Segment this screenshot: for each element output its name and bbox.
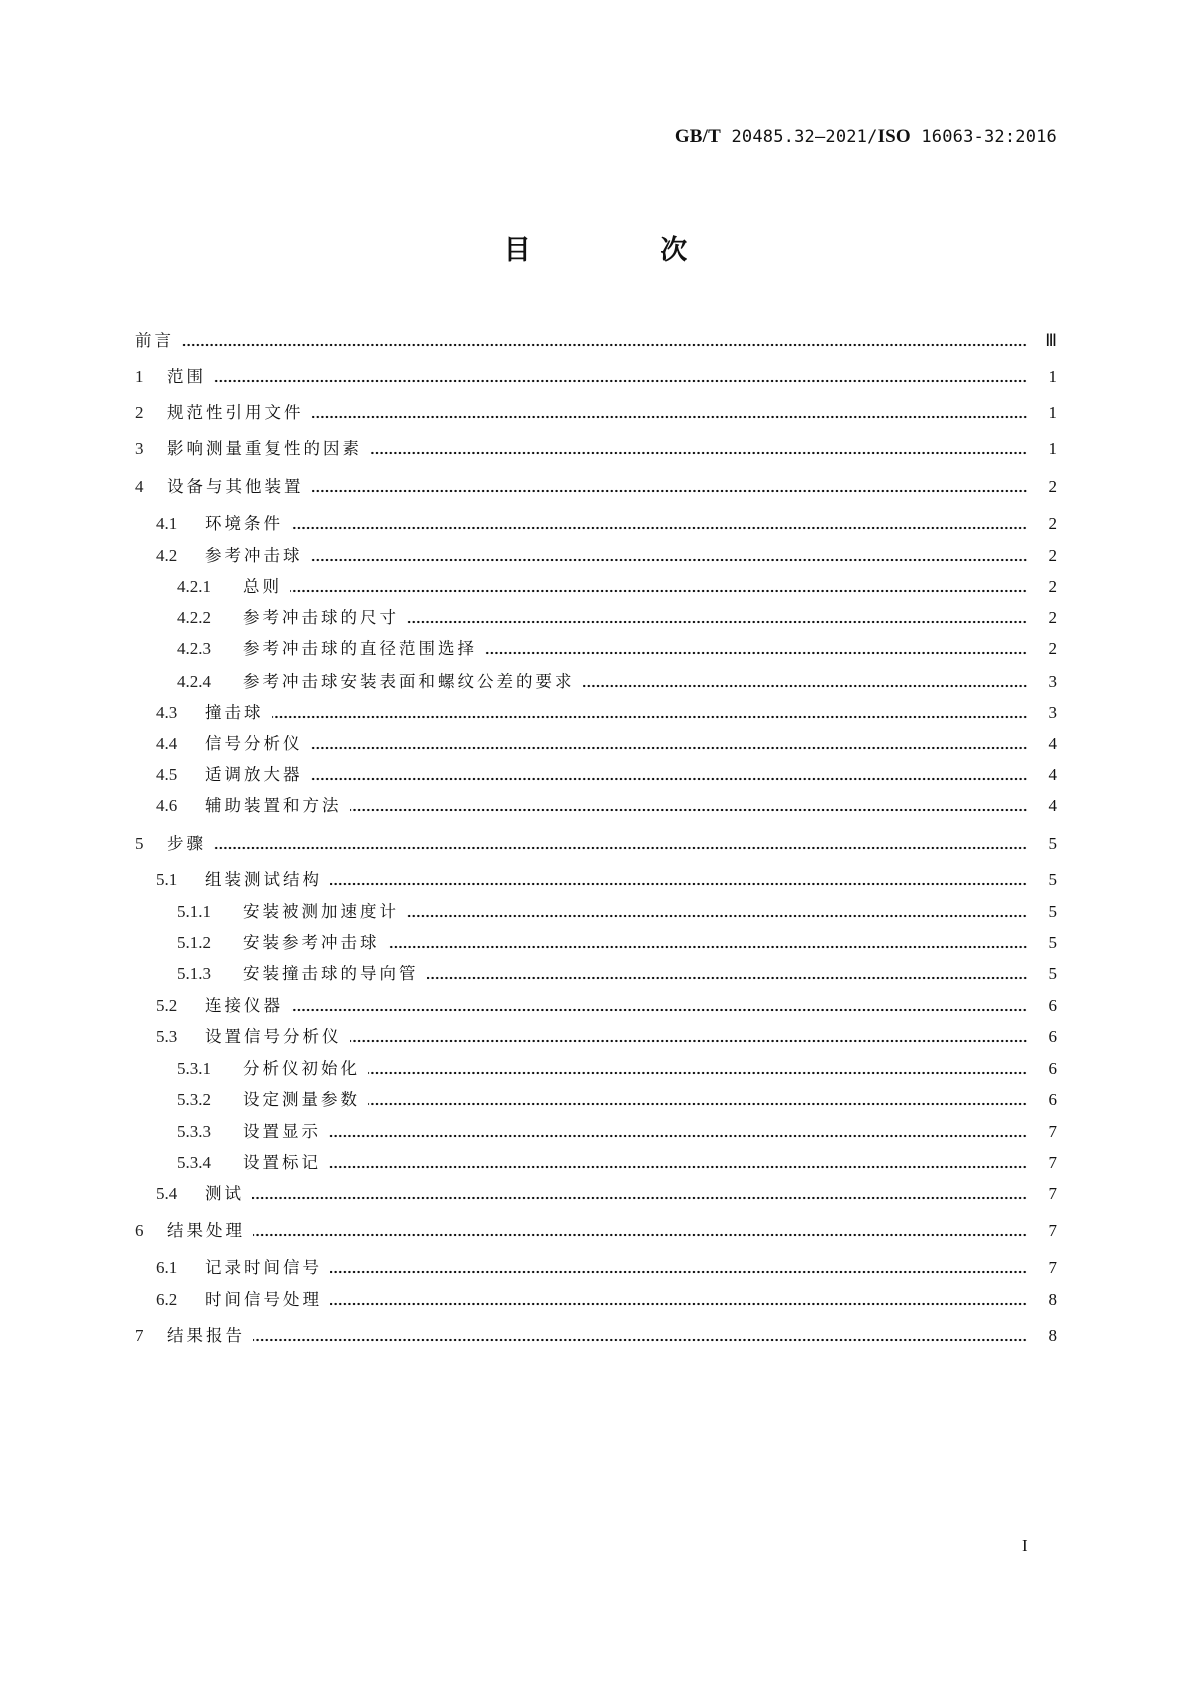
dot-leader bbox=[290, 589, 1027, 593]
toc-entry[interactable] bbox=[177, 900, 1057, 924]
toc-entry[interactable] bbox=[135, 832, 1057, 856]
toc-entry-page: 7 bbox=[1048, 1153, 1057, 1172]
dot-leader bbox=[330, 882, 1027, 886]
toc-entry-page: 6 bbox=[1048, 1059, 1057, 1078]
toc-entry-title: 适调放大器 bbox=[205, 765, 303, 784]
toc-entry-number: 3 bbox=[135, 439, 144, 458]
toc-entry-number: 5.1 bbox=[156, 870, 178, 889]
toc-entry-page: 2 bbox=[1048, 639, 1057, 658]
dot-leader bbox=[272, 715, 1028, 719]
toc-entry[interactable] bbox=[156, 701, 1057, 725]
toc-entry[interactable] bbox=[177, 637, 1057, 661]
toc-entry-number: 4.6 bbox=[156, 796, 178, 815]
toc-entry-number: 2 bbox=[135, 403, 144, 422]
toc-entry-page: 8 bbox=[1048, 1290, 1057, 1309]
toc-entry-page: 2 bbox=[1048, 477, 1057, 496]
toc-entry-title: 结果处理 bbox=[167, 1221, 245, 1240]
toc-entry-number: 5.4 bbox=[156, 1184, 178, 1203]
toc-entry-title: 测试 bbox=[205, 1184, 244, 1203]
toc-entry-number: 5.2 bbox=[156, 996, 178, 1015]
toc-entry-number: 4.2 bbox=[156, 546, 178, 565]
toc-entry[interactable] bbox=[177, 931, 1057, 955]
toc-entry-page: 4 bbox=[1048, 765, 1057, 784]
toc-entry-title: 设定测量参数 bbox=[243, 1090, 360, 1109]
toc-entry-number: 4.3 bbox=[156, 703, 178, 722]
dot-leader bbox=[214, 379, 1027, 383]
dot-leader bbox=[312, 489, 1028, 493]
toc-entry-page: 5 bbox=[1048, 834, 1057, 853]
toc-entry[interactable] bbox=[135, 437, 1057, 461]
toc-entry-number: 5.3.1 bbox=[177, 1059, 211, 1078]
toc-entry[interactable] bbox=[177, 1151, 1057, 1175]
toc-entry[interactable] bbox=[156, 544, 1057, 568]
toc-entry-number: 4.1 bbox=[156, 514, 178, 533]
toc-entry-title: 规范性引用文件 bbox=[167, 403, 304, 422]
toc-entry-title: 分析仪初始化 bbox=[243, 1059, 360, 1078]
toc-entry-number: 4.4 bbox=[156, 734, 178, 753]
dot-leader bbox=[253, 1233, 1027, 1237]
toc-entry-number: 4.2.3 bbox=[177, 639, 211, 658]
toc-entry[interactable] bbox=[177, 1088, 1057, 1112]
dot-leader bbox=[252, 1196, 1027, 1200]
toc-entry[interactable] bbox=[156, 1288, 1057, 1312]
dot-leader bbox=[253, 1338, 1027, 1342]
dot-leader bbox=[368, 1102, 1027, 1106]
toc-entry-page: 6 bbox=[1048, 996, 1057, 1015]
toc-entry-number: 4.2.1 bbox=[177, 577, 211, 596]
toc-entry[interactable] bbox=[177, 1120, 1057, 1144]
toc-entry-title: 记录时间信号 bbox=[205, 1258, 322, 1277]
dot-leader bbox=[350, 808, 1028, 812]
toc-entry-title: 组装测试结构 bbox=[205, 870, 322, 889]
toc-entry[interactable] bbox=[156, 763, 1057, 787]
toc-entry-title: 设置信号分析仪 bbox=[205, 1027, 342, 1046]
toc-entry-title: 环境条件 bbox=[205, 514, 283, 533]
toc-entry-page: 7 bbox=[1048, 1122, 1057, 1141]
toc-entry-page: 2 bbox=[1048, 608, 1057, 627]
toc-entry-page: 7 bbox=[1048, 1221, 1057, 1240]
toc-entry[interactable] bbox=[177, 1057, 1057, 1081]
toc-entry[interactable] bbox=[177, 962, 1057, 986]
toc-entry-page: 1 bbox=[1048, 439, 1057, 458]
toc-entry-title: 设置标记 bbox=[243, 1153, 321, 1172]
toc-entry[interactable] bbox=[177, 606, 1057, 630]
toc-entry-title: 参考冲击球的尺寸 bbox=[243, 608, 399, 627]
toc-entry-title: 安装撞击球的导向管 bbox=[243, 964, 419, 983]
toc-entry-number: 6.2 bbox=[156, 1290, 178, 1309]
toc-entry-title: 步骤 bbox=[167, 834, 206, 853]
dot-leader bbox=[370, 451, 1027, 455]
toc-entry-title: 撞击球 bbox=[205, 703, 264, 722]
toc-entry[interactable] bbox=[135, 329, 1057, 353]
toc-entry-page: 7 bbox=[1048, 1258, 1057, 1277]
toc-entry-title: 安装被测加速度计 bbox=[243, 902, 399, 921]
dot-leader bbox=[388, 945, 1028, 949]
toc-entry-page: 4 bbox=[1048, 734, 1057, 753]
toc-entry-page: Ⅲ bbox=[1045, 331, 1057, 350]
iso-number: 16063-32:2016 bbox=[910, 127, 1057, 147]
page-number: I bbox=[1022, 1536, 1028, 1555]
toc-entry-page: 6 bbox=[1048, 1027, 1057, 1046]
dot-leader bbox=[350, 1039, 1028, 1043]
std-prefix: GB/T bbox=[674, 126, 722, 147]
toc-entry-title: 参考冲击球安装表面和螺纹公差的要求 bbox=[243, 672, 575, 691]
toc-entry-page: 2 bbox=[1048, 577, 1057, 596]
toc-entry-number: 4.2.2 bbox=[177, 608, 211, 627]
toc-entry-number: 5.3 bbox=[156, 1027, 178, 1046]
dot-leader bbox=[330, 1270, 1027, 1274]
dot-leader bbox=[214, 846, 1027, 850]
toc-entry-number: 5.1.2 bbox=[177, 933, 211, 952]
toc-entry-page: 5 bbox=[1048, 964, 1057, 983]
toc-entry[interactable] bbox=[156, 994, 1057, 1018]
toc-entry-number: 1 bbox=[135, 367, 144, 386]
toc-entry-number: 5 bbox=[135, 834, 144, 853]
toc-entry[interactable] bbox=[156, 868, 1057, 892]
toc-entry[interactable] bbox=[156, 1182, 1057, 1206]
toc-entry[interactable] bbox=[156, 794, 1057, 818]
toc-entry-title: 设置显示 bbox=[243, 1122, 321, 1141]
dot-leader bbox=[311, 777, 1028, 781]
toc-entry-number: 5.3.3 bbox=[177, 1122, 211, 1141]
toc-entry-title: 设备与其他装置 bbox=[167, 477, 304, 496]
toc-entry-title: 参考冲击球 bbox=[205, 546, 303, 565]
dot-leader bbox=[311, 558, 1028, 562]
toc-entry-title: 信号分析仪 bbox=[205, 734, 303, 753]
dot-leader bbox=[485, 651, 1027, 655]
toc-entry-page: 6 bbox=[1048, 1090, 1057, 1109]
toc-entry[interactable] bbox=[177, 575, 1057, 599]
toc-entry-title: 影响测量重复性的因素 bbox=[167, 439, 362, 458]
dot-leader bbox=[407, 914, 1027, 918]
dot-leader bbox=[291, 1008, 1027, 1012]
toc-entry-page: 3 bbox=[1048, 672, 1057, 691]
toc-entry[interactable] bbox=[135, 401, 1057, 425]
dot-leader bbox=[311, 746, 1028, 750]
toc-entry-number: 4.5 bbox=[156, 765, 178, 784]
toc-entry[interactable] bbox=[156, 1256, 1057, 1280]
toc-entry-number: 5.1.3 bbox=[177, 964, 211, 983]
iso-prefix: ISO bbox=[877, 126, 911, 147]
toc-entry-page: 2 bbox=[1048, 514, 1057, 533]
toc-entry-number: 5.3.4 bbox=[177, 1153, 211, 1172]
dot-leader bbox=[427, 976, 1028, 980]
dot-leader bbox=[407, 620, 1027, 624]
dot-leader bbox=[291, 526, 1027, 530]
toc-entry-title: 辅助装置和方法 bbox=[205, 796, 342, 815]
document-header bbox=[675, 126, 1057, 148]
toc-entry-page: 7 bbox=[1048, 1184, 1057, 1203]
toc-entry[interactable] bbox=[177, 670, 1057, 694]
std-number: 20485.32—2021/ bbox=[721, 127, 878, 147]
toc-entry-title: 时间信号处理 bbox=[205, 1290, 322, 1309]
page-title: 目 次 bbox=[503, 235, 748, 266]
toc-entry-number: 4 bbox=[135, 477, 144, 496]
toc-entry[interactable] bbox=[156, 512, 1057, 536]
toc-entry-page: 8 bbox=[1048, 1326, 1057, 1345]
dot-leader bbox=[329, 1134, 1027, 1138]
toc-entry-number: 6.1 bbox=[156, 1258, 178, 1277]
toc-entry-title: 参考冲击球的直径范围选择 bbox=[243, 639, 477, 658]
dot-leader bbox=[329, 1165, 1027, 1169]
toc-entry-number: 5.1.1 bbox=[177, 902, 211, 921]
toc-entry[interactable] bbox=[135, 475, 1057, 499]
dot-leader bbox=[368, 1071, 1027, 1075]
toc-entry-number: 4.2.4 bbox=[177, 672, 211, 691]
toc-entry-page: 1 bbox=[1048, 367, 1057, 386]
toc-entry-page: 5 bbox=[1048, 933, 1057, 952]
toc-entry[interactable] bbox=[156, 1025, 1057, 1049]
toc-entry[interactable] bbox=[135, 365, 1057, 389]
toc-entry-page: 4 bbox=[1048, 796, 1057, 815]
toc-entry-title: 范围 bbox=[167, 367, 206, 386]
toc-entry[interactable] bbox=[135, 1324, 1057, 1348]
toc-entry-page: 1 bbox=[1048, 403, 1057, 422]
toc-entry-title: 前言 bbox=[135, 331, 174, 350]
toc-entry-number: 6 bbox=[135, 1221, 144, 1240]
toc-entry-page: 2 bbox=[1048, 546, 1057, 565]
toc-entry-title: 安装参考冲击球 bbox=[243, 933, 380, 952]
toc-entry-title: 连接仪器 bbox=[205, 996, 283, 1015]
toc-entry-page: 5 bbox=[1048, 870, 1057, 889]
dot-leader bbox=[312, 415, 1028, 419]
toc-entry-page: 3 bbox=[1048, 703, 1057, 722]
toc-entry-number: 7 bbox=[135, 1326, 144, 1345]
toc-entry[interactable] bbox=[156, 732, 1057, 756]
toc-entry-title: 结果报告 bbox=[167, 1326, 245, 1345]
dot-leader bbox=[182, 343, 1027, 347]
toc-entry-number: 5.3.2 bbox=[177, 1090, 211, 1109]
toc-entry[interactable] bbox=[135, 1219, 1057, 1243]
toc-entry-page: 5 bbox=[1048, 902, 1057, 921]
dot-leader bbox=[583, 684, 1028, 688]
toc-entry-title: 总则 bbox=[243, 577, 282, 596]
dot-leader bbox=[330, 1302, 1027, 1306]
